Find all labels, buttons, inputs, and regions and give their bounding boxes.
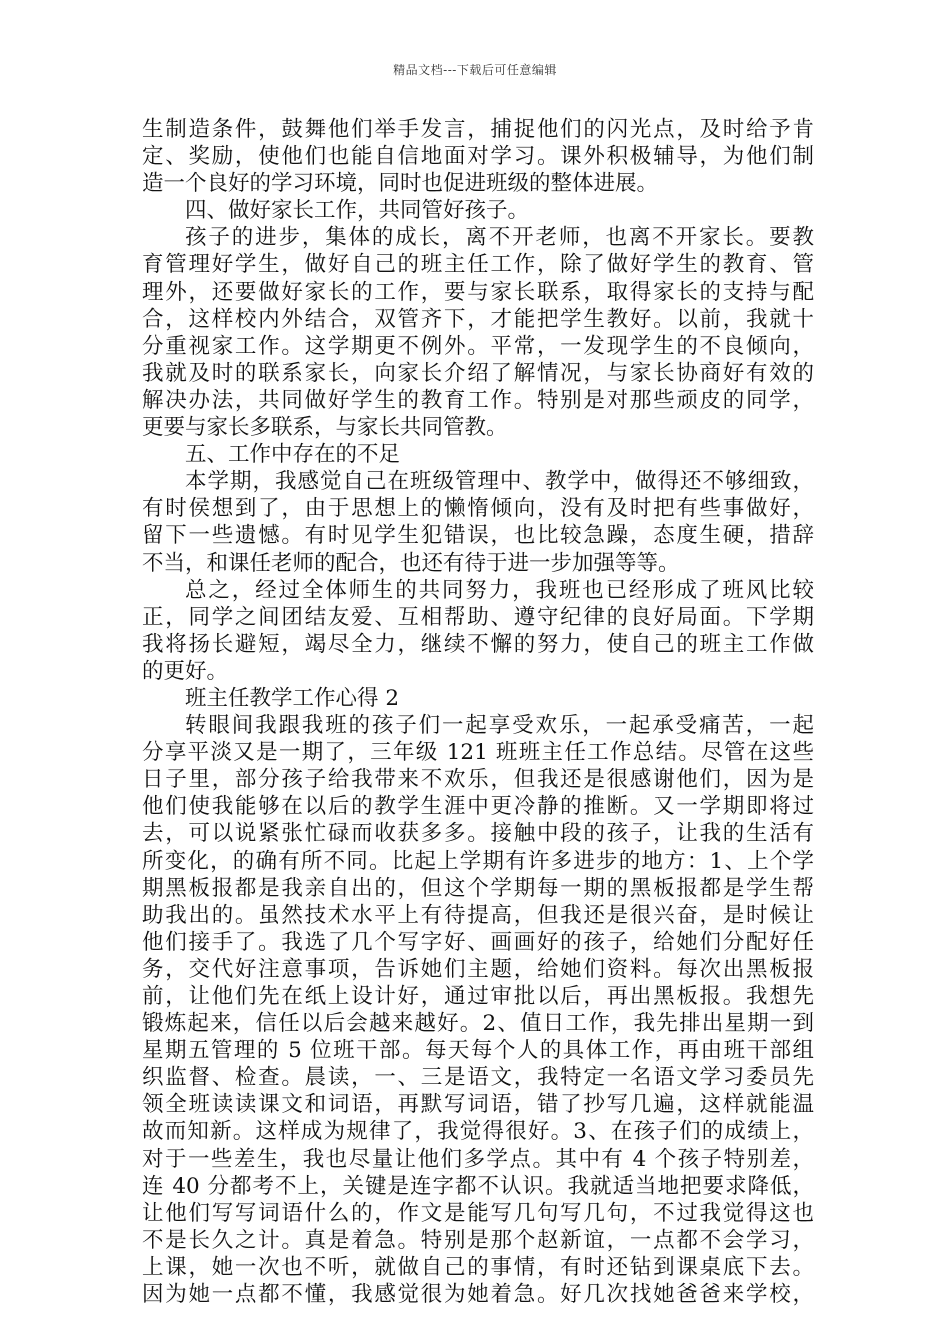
text-line: 星期五管理的 5 位班干部。每天每个人的具体工作，再由班干部组 <box>142 1038 814 1064</box>
text-line: 不是长久之计。真是着急。特别是那个赵新谊，一点都不会学习， <box>142 1227 814 1253</box>
text-line: 造一个良好的学习环境，同时也促进班级的整体进展。 <box>142 171 659 197</box>
text-line: 本学期，我感觉自己在班级管理中、教学中，做得还不够细致， <box>185 469 814 495</box>
text-line: 孩子的进步，集体的成长，离不开老师，也离不开家长。要教 <box>185 225 814 251</box>
text-line: 育管理好学生，做好自己的班主任工作，除了做好学生的教育、管 <box>142 252 814 278</box>
text-line: 助我出的。虽然技术水平上有待提高，但我还是很兴奋，是时候让 <box>142 902 814 928</box>
text-line: 五、工作中存在的不足 <box>185 442 401 468</box>
text-line: 期黑板报都是我亲自出的，但这个学期每一期的黑板报都是学生帮 <box>142 875 814 901</box>
text-line: 四、做好家长工作，共同管好孩子。 <box>185 198 530 224</box>
text-line: 去，可以说紧张忙碌而收获多多。接触中段的孩子，让我的生活有 <box>142 821 814 847</box>
text-line: 他们使我能够在以后的教学生涯中更冷静的推断。又一学期即将过 <box>142 794 814 820</box>
text-line: 留下一些遗憾。有时见学生犯错误，也比较急躁，态度生硬，措辞 <box>142 523 814 549</box>
text-line: 对于一些差生，我也尽量让他们多学点。其中有 4 个孩子特别差， <box>142 1146 814 1172</box>
text-line: 班主任教学工作心得 2 <box>185 685 400 711</box>
text-line: 理外，还要做好家长的工作，要与家长联系，取得家长的支持与配 <box>142 279 814 305</box>
text-line: 连 40 分都考不上，关键是连字都不认识。我就适当地把要求降低， <box>142 1173 814 1199</box>
text-line: 上课，她一次也不听，就做自己的事情，有时还钻到课桌底下去。 <box>142 1254 814 1280</box>
text-line: 让他们写写词语什么的，作文是能写几句写几句，不过我觉得这也 <box>142 1200 814 1226</box>
text-line: 不当，和课任老师的配合，也还有待于进一步加强等等。 <box>142 550 680 576</box>
text-line: 更要与家长多联系，与家长共同管教。 <box>142 415 508 441</box>
text-line: 总之，经过全体师生的共同努力，我班也已经形成了班风比较 <box>185 577 814 603</box>
text-line: 前，让他们先在纸上设计好，通过审批以后，再出黑板报。我想先 <box>142 984 814 1009</box>
text-line: 务，交代好注意事项，告诉她们主题，给她们资料。每次出黑板报 <box>142 956 814 982</box>
text-line: 合，这样校内外结合，双管齐下，才能把学生教好。以前，我就十 <box>142 306 814 332</box>
text-line: 他们接手了。我选了几个写字好、画画好的孩子，给她们分配好任 <box>142 929 814 955</box>
text-line: 有时侯想到了，由于思想上的懒惰倾向，没有及时把有些事做好， <box>142 496 814 522</box>
text-line: 定、奖励，使他们也能自信地面对学习。课外积极辅导，为他们制 <box>142 144 814 170</box>
text-line: 正，同学之间团结友爱、互相帮助、遵守纪律的良好局面。下学期 <box>142 604 814 630</box>
text-line: 日子里，部分孩子给我带来不欢乐，但我还是很感谢他们，因为是 <box>142 767 814 793</box>
text-line: 我将扬长避短，竭尽全力，继续不懈的努力，使自己的班主工作做 <box>142 631 814 657</box>
text-line: 领全班读读课文和词语，再默写词语，错了抄写几遍，这样就能温 <box>142 1092 814 1118</box>
text-line: 锻炼起来，信任以后会越来越好。2、值日工作，我先排出星期一到 <box>142 1011 814 1037</box>
text-line: 我就及时的联系家长，向家长介绍了解情况，与家长协商好有效的 <box>142 360 814 386</box>
text-line: 分享平淡又是一期了，三年级 121 班班主任工作总结。尽管在这些 <box>142 740 814 766</box>
text-line: 生制造条件，鼓舞他们举手发言，捕捉他们的闪光点，及时给予肯 <box>142 117 814 142</box>
text-line: 所变化，的确有所不同。比起上学期有许多进步的地方：1、上个学 <box>142 848 814 874</box>
text-line: 转眼间我跟我班的孩子们一起享受欢乐，一起承受痛苦，一起 <box>185 713 814 739</box>
text-line: 分重视家工作。这学期更不例外。平常，一发现学生的不良倾向， <box>142 333 814 359</box>
text-line: 的更好。 <box>142 658 229 684</box>
text-line: 因为她一点都不懂，我感觉很为她着急。好几次找她爸爸来学校， <box>142 1282 814 1308</box>
text-line: 解决办法，共同做好学生的教育工作。特别是对那些顽皮的同学， <box>142 387 814 413</box>
text-line: 织监督、检查。晨读，一、三是语文，我特定一名语文学习委员先 <box>142 1065 814 1091</box>
document-body <box>142 116 814 1308</box>
text-line: 故而知新。这样成为规律了，我觉得很好。3、在孩子们的成绩上， <box>142 1119 814 1145</box>
page-header: 精品文档---下载后可任意编辑 <box>393 63 557 77</box>
